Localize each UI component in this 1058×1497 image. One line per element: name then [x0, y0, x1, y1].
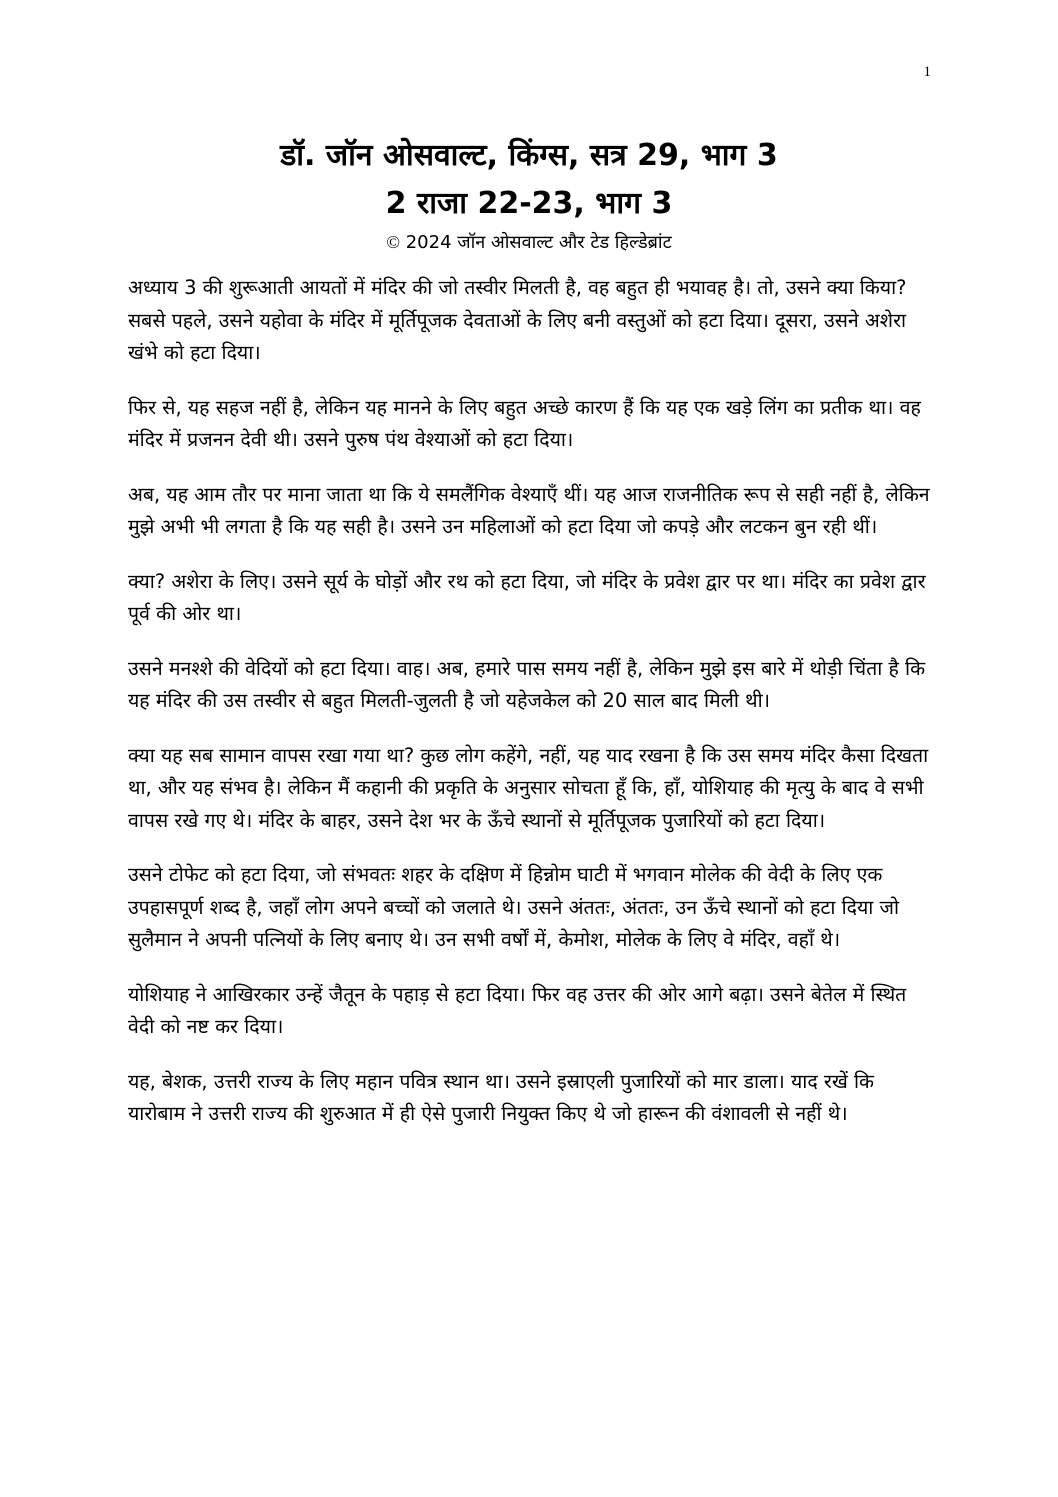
copyright-line: [0, 228, 1058, 257]
document-title: डॉ. जॉन ओसवाल्ट, किंग्स, सत्र 29, भाग 3: [280, 138, 778, 173]
paragraph: अब, यह आम तौर पर माना जाता था कि ये समलैंगिक वेश्याएँ थीं। यह आज राजनीतिक रूप से सही नहीं है, लेकिन मुझे अभी भी लगता है कि यह सही है। उसने उन महिलाओं को हटा दिया जो कपड़े और लटकन बुन रही थीं।: [128, 482, 930, 538]
paragraph: यह, बेशक, उत्तरी राज्य के लिए महान पवित्र स्थान था। उसने इस्राएली पुजारियों को मार डाला। याद रखें कि यारोबाम ने उत्तरी राज्य की शुरुआत में ही ऐसे पुजारी नियुक्त किए थे जो हारून की वंशावली से नहीं थे।: [128, 1069, 875, 1125]
title-block: [0, 132, 1058, 257]
paragraph: क्या? अशेरा के लिए। उसने सूर्य के घोड़ों और रथ को हटा दिया, जो मंदिर के प्रवेश द्वार पर था। मंदिर का प्रवेश द्वार पूर्व की ओर था।: [128, 569, 926, 625]
page-number: 1: [923, 64, 931, 80]
paragraph: अध्याय 3 की शुरूआती आयतों में मंदिर की जो तस्वीर मिलती है, वह बहुत ही भयावह है। तो, उसने क्या किया? सबसे पहले, उसने यहोवा के मंदिर में मूर्तिपूजक देवताओं के लिए बनी वस्तुओं को हटा दिया। दूसरा, उसने अशेरा खंभे को हटा दिया।: [128, 276, 907, 364]
paragraph: फिर से, यह सहज नहीं है, लेकिन यह मानने के लिए बहुत अच्छे कारण हैं कि यह एक खड़े लिंग का प्रतीक था। वह मंदिर में प्रजनन देवी थी। उसने पुरुष पंथ वेश्याओं को हटा दिया।: [128, 395, 921, 451]
paragraph: क्या यह सब सामान वापस रखा गया था? कुछ लोग कहेंगे, नहीं, यह याद रखना है कि उस समय मंदिर कैसा दिखता था, और यह संभव है। लेकिन मैं कहानी की प्रकृति के अनुसार सोचता हूँ कि, हाँ, योशियाह की मृत्यु के बाद वे सभी वापस रखे गए थे। मंदिर के बाहर, उसने देश भर के ऊँचे स्थानों से मूर्तिपूजक पुजारियों को हटा दिया।: [128, 743, 929, 832]
copyright-text: 2024 जॉन ओसवाल्ट और टेड हिल्डेब्रांट: [400, 232, 672, 253]
body-text: [128, 272, 933, 1153]
document-subtitle: 2 राजा 22-23, भाग 3: [385, 186, 673, 221]
copyright-symbol: ©: [386, 232, 400, 252]
paragraph: योशियाह ने आखिरकार उन्हें जैतून के पहाड़ से हटा दिया। फिर वह उत्तर की ओर आगे बढ़ा। उसने बेतेल में स्थित वेदी को नष्ट कर दिया।: [128, 982, 907, 1038]
paragraph: उसने टोफेट को हटा दिया, जो संभवतः शहर के दक्षिण में हिन्नोम घाटी में भगवान मोलेक की वेदी के लिए एक उपहासपूर्ण शब्द है, जहाँ लोग अपने बच्चों को जलाते थे। उसने अंततः, अंततः, उन ऊँचे स्थानों को हटा दिया जो सुलैमान ने अपनी पत्नियों के लिए बनाए थे। उन सभी वर्षों में, केमोश, मोलेक के लिए वे मंदिर, वहाँ थे।: [128, 863, 900, 951]
paragraph: उसने मनश्शे की वेदियों को हटा दिया। वाह। अब, हमारे पास समय नहीं है, लेकिन मुझे इस बारे में थोड़ी चिंता है कि यह मंदिर की उस तस्वीर से बहुत मिलती-जुलती है जो यहेजकेल को 20 साल बाद मिली थी।: [128, 656, 926, 712]
